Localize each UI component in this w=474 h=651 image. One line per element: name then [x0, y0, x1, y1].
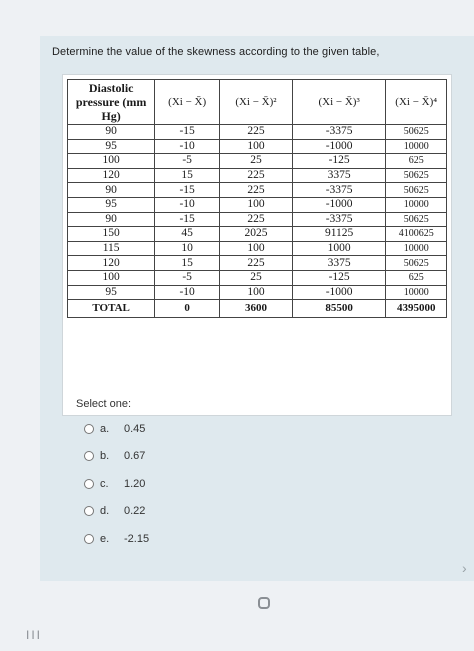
- cell-deviation-squared: 100: [220, 197, 293, 212]
- total-row: [68, 300, 447, 318]
- cell-deviation: 45: [155, 227, 220, 242]
- header-diastolic: Diastolic pressure (mm Hg): [68, 80, 155, 125]
- option-b[interactable]: [84, 448, 145, 464]
- option-letter: c.: [100, 478, 109, 490]
- cell-deviation: -5: [155, 154, 220, 169]
- radio-icon[interactable]: [84, 424, 94, 434]
- cell-deviation-squared: 225: [220, 168, 293, 183]
- option-e[interactable]: [84, 531, 149, 547]
- cell-deviation-squared: 225: [220, 125, 293, 140]
- total-cell-deviation-cubed: 85500: [292, 300, 385, 318]
- question-text: Determine the value of the skewness according to the given table,: [52, 46, 380, 58]
- option-letter: d.: [100, 505, 110, 517]
- home-button-icon[interactable]: [258, 597, 270, 609]
- cell-deviation-fourth: 10000: [386, 197, 447, 212]
- cell-deviation-squared: 100: [220, 139, 293, 154]
- data-table-image: [62, 74, 452, 416]
- cell-deviation-cubed: -1000: [292, 139, 385, 154]
- cell-deviation-fourth: 50625: [386, 256, 447, 271]
- cell-pressure: 120: [68, 256, 155, 271]
- cell-pressure: 120: [68, 168, 155, 183]
- total-cell-deviation-fourth: 4395000: [386, 300, 447, 318]
- cell-deviation-fourth: 10000: [386, 285, 447, 300]
- cell-deviation-squared: 100: [220, 241, 293, 256]
- cell-deviation: 15: [155, 256, 220, 271]
- cell-deviation: -15: [155, 183, 220, 198]
- cell-deviation-cubed: 3375: [292, 256, 385, 271]
- header-deviation-cubed: (Xi − X̄)³: [292, 80, 385, 125]
- radio-icon[interactable]: [84, 506, 94, 516]
- cell-deviation-squared: 225: [220, 183, 293, 198]
- header-deviation-squared: (Xi − X̄)²: [220, 80, 293, 125]
- cell-deviation-squared: 100: [220, 285, 293, 300]
- table-row: [68, 183, 447, 198]
- option-c[interactable]: [84, 476, 145, 492]
- option-a[interactable]: [84, 421, 145, 437]
- table-row: [68, 197, 447, 212]
- cell-deviation-squared: 25: [220, 154, 293, 169]
- cell-pressure: 115: [68, 241, 155, 256]
- select-one-label: Select one:: [76, 398, 132, 410]
- cell-deviation: -5: [155, 270, 220, 285]
- table-row: [68, 227, 447, 242]
- total-cell-deviation-squared: 3600: [220, 300, 293, 318]
- option-value: 1.20: [124, 478, 146, 490]
- skewness-table: [67, 79, 447, 318]
- option-value: 0.45: [124, 423, 146, 435]
- cell-deviation: -10: [155, 139, 220, 154]
- table-row: [68, 285, 447, 300]
- cell-deviation-cubed: 1000: [292, 241, 385, 256]
- cell-deviation-fourth: 50625: [386, 183, 447, 198]
- cell-deviation-squared: 25: [220, 270, 293, 285]
- cell-pressure: 90: [68, 183, 155, 198]
- cell-pressure: 100: [68, 154, 155, 169]
- cell-deviation-squared: 2025: [220, 227, 293, 242]
- cell-deviation-cubed: -1000: [292, 197, 385, 212]
- radio-icon[interactable]: [84, 479, 94, 489]
- recent-apps-icon[interactable]: III: [26, 628, 43, 642]
- option-value: 0.67: [124, 450, 146, 462]
- option-letter: a.: [100, 423, 110, 435]
- table-row: [68, 139, 447, 154]
- table-row: [68, 168, 447, 183]
- table-row: [68, 212, 447, 227]
- cell-pressure: 95: [68, 285, 155, 300]
- cell-deviation-cubed: -1000: [292, 285, 385, 300]
- cell-pressure: 100: [68, 270, 155, 285]
- cell-deviation-squared: 225: [220, 212, 293, 227]
- cell-deviation-fourth: 10000: [386, 139, 447, 154]
- cell-pressure: 90: [68, 125, 155, 140]
- table-row: [68, 154, 447, 169]
- header-deviation-fourth: (Xi − X̄)⁴: [386, 80, 447, 125]
- table-row: [68, 270, 447, 285]
- cell-deviation-cubed: -3375: [292, 125, 385, 140]
- cell-deviation-fourth: 4100625: [386, 227, 447, 242]
- cell-deviation-cubed: -125: [292, 154, 385, 169]
- table-row: [68, 125, 447, 140]
- radio-icon[interactable]: [84, 534, 94, 544]
- cell-deviation-cubed: 3375: [292, 168, 385, 183]
- option-letter: e.: [100, 533, 110, 545]
- cell-deviation: -10: [155, 285, 220, 300]
- header-deviation: (Xi − X̄): [155, 80, 220, 125]
- cell-deviation-fourth: 50625: [386, 212, 447, 227]
- cell-deviation-fourth: 50625: [386, 125, 447, 140]
- cell-deviation-cubed: -3375: [292, 212, 385, 227]
- cell-deviation-cubed: 91125: [292, 227, 385, 242]
- option-d[interactable]: [84, 503, 145, 519]
- option-value: -2.15: [124, 533, 150, 545]
- total-cell-deviation: 0: [155, 300, 220, 318]
- question-card: [40, 36, 474, 581]
- cell-deviation-squared: 225: [220, 256, 293, 271]
- option-value: 0.22: [124, 505, 146, 517]
- cell-deviation: 10: [155, 241, 220, 256]
- cell-deviation-fourth: 625: [386, 154, 447, 169]
- cell-deviation-fourth: 10000: [386, 241, 447, 256]
- cell-deviation: -15: [155, 212, 220, 227]
- cell-pressure: 150: [68, 227, 155, 242]
- cell-deviation: 15: [155, 168, 220, 183]
- table-row: [68, 256, 447, 271]
- chevron-right-icon[interactable]: ›: [462, 560, 467, 576]
- option-letter: b.: [100, 450, 110, 462]
- cell-pressure: 95: [68, 139, 155, 154]
- cell-deviation-fourth: 50625: [386, 168, 447, 183]
- radio-icon[interactable]: [84, 451, 94, 461]
- total-label: TOTAL: [68, 300, 155, 318]
- cell-deviation-fourth: 625: [386, 270, 447, 285]
- cell-deviation-cubed: -3375: [292, 183, 385, 198]
- cell-deviation: -15: [155, 125, 220, 140]
- cell-pressure: 95: [68, 197, 155, 212]
- table-row: [68, 241, 447, 256]
- cell-deviation: -10: [155, 197, 220, 212]
- cell-deviation-cubed: -125: [292, 270, 385, 285]
- cell-pressure: 90: [68, 212, 155, 227]
